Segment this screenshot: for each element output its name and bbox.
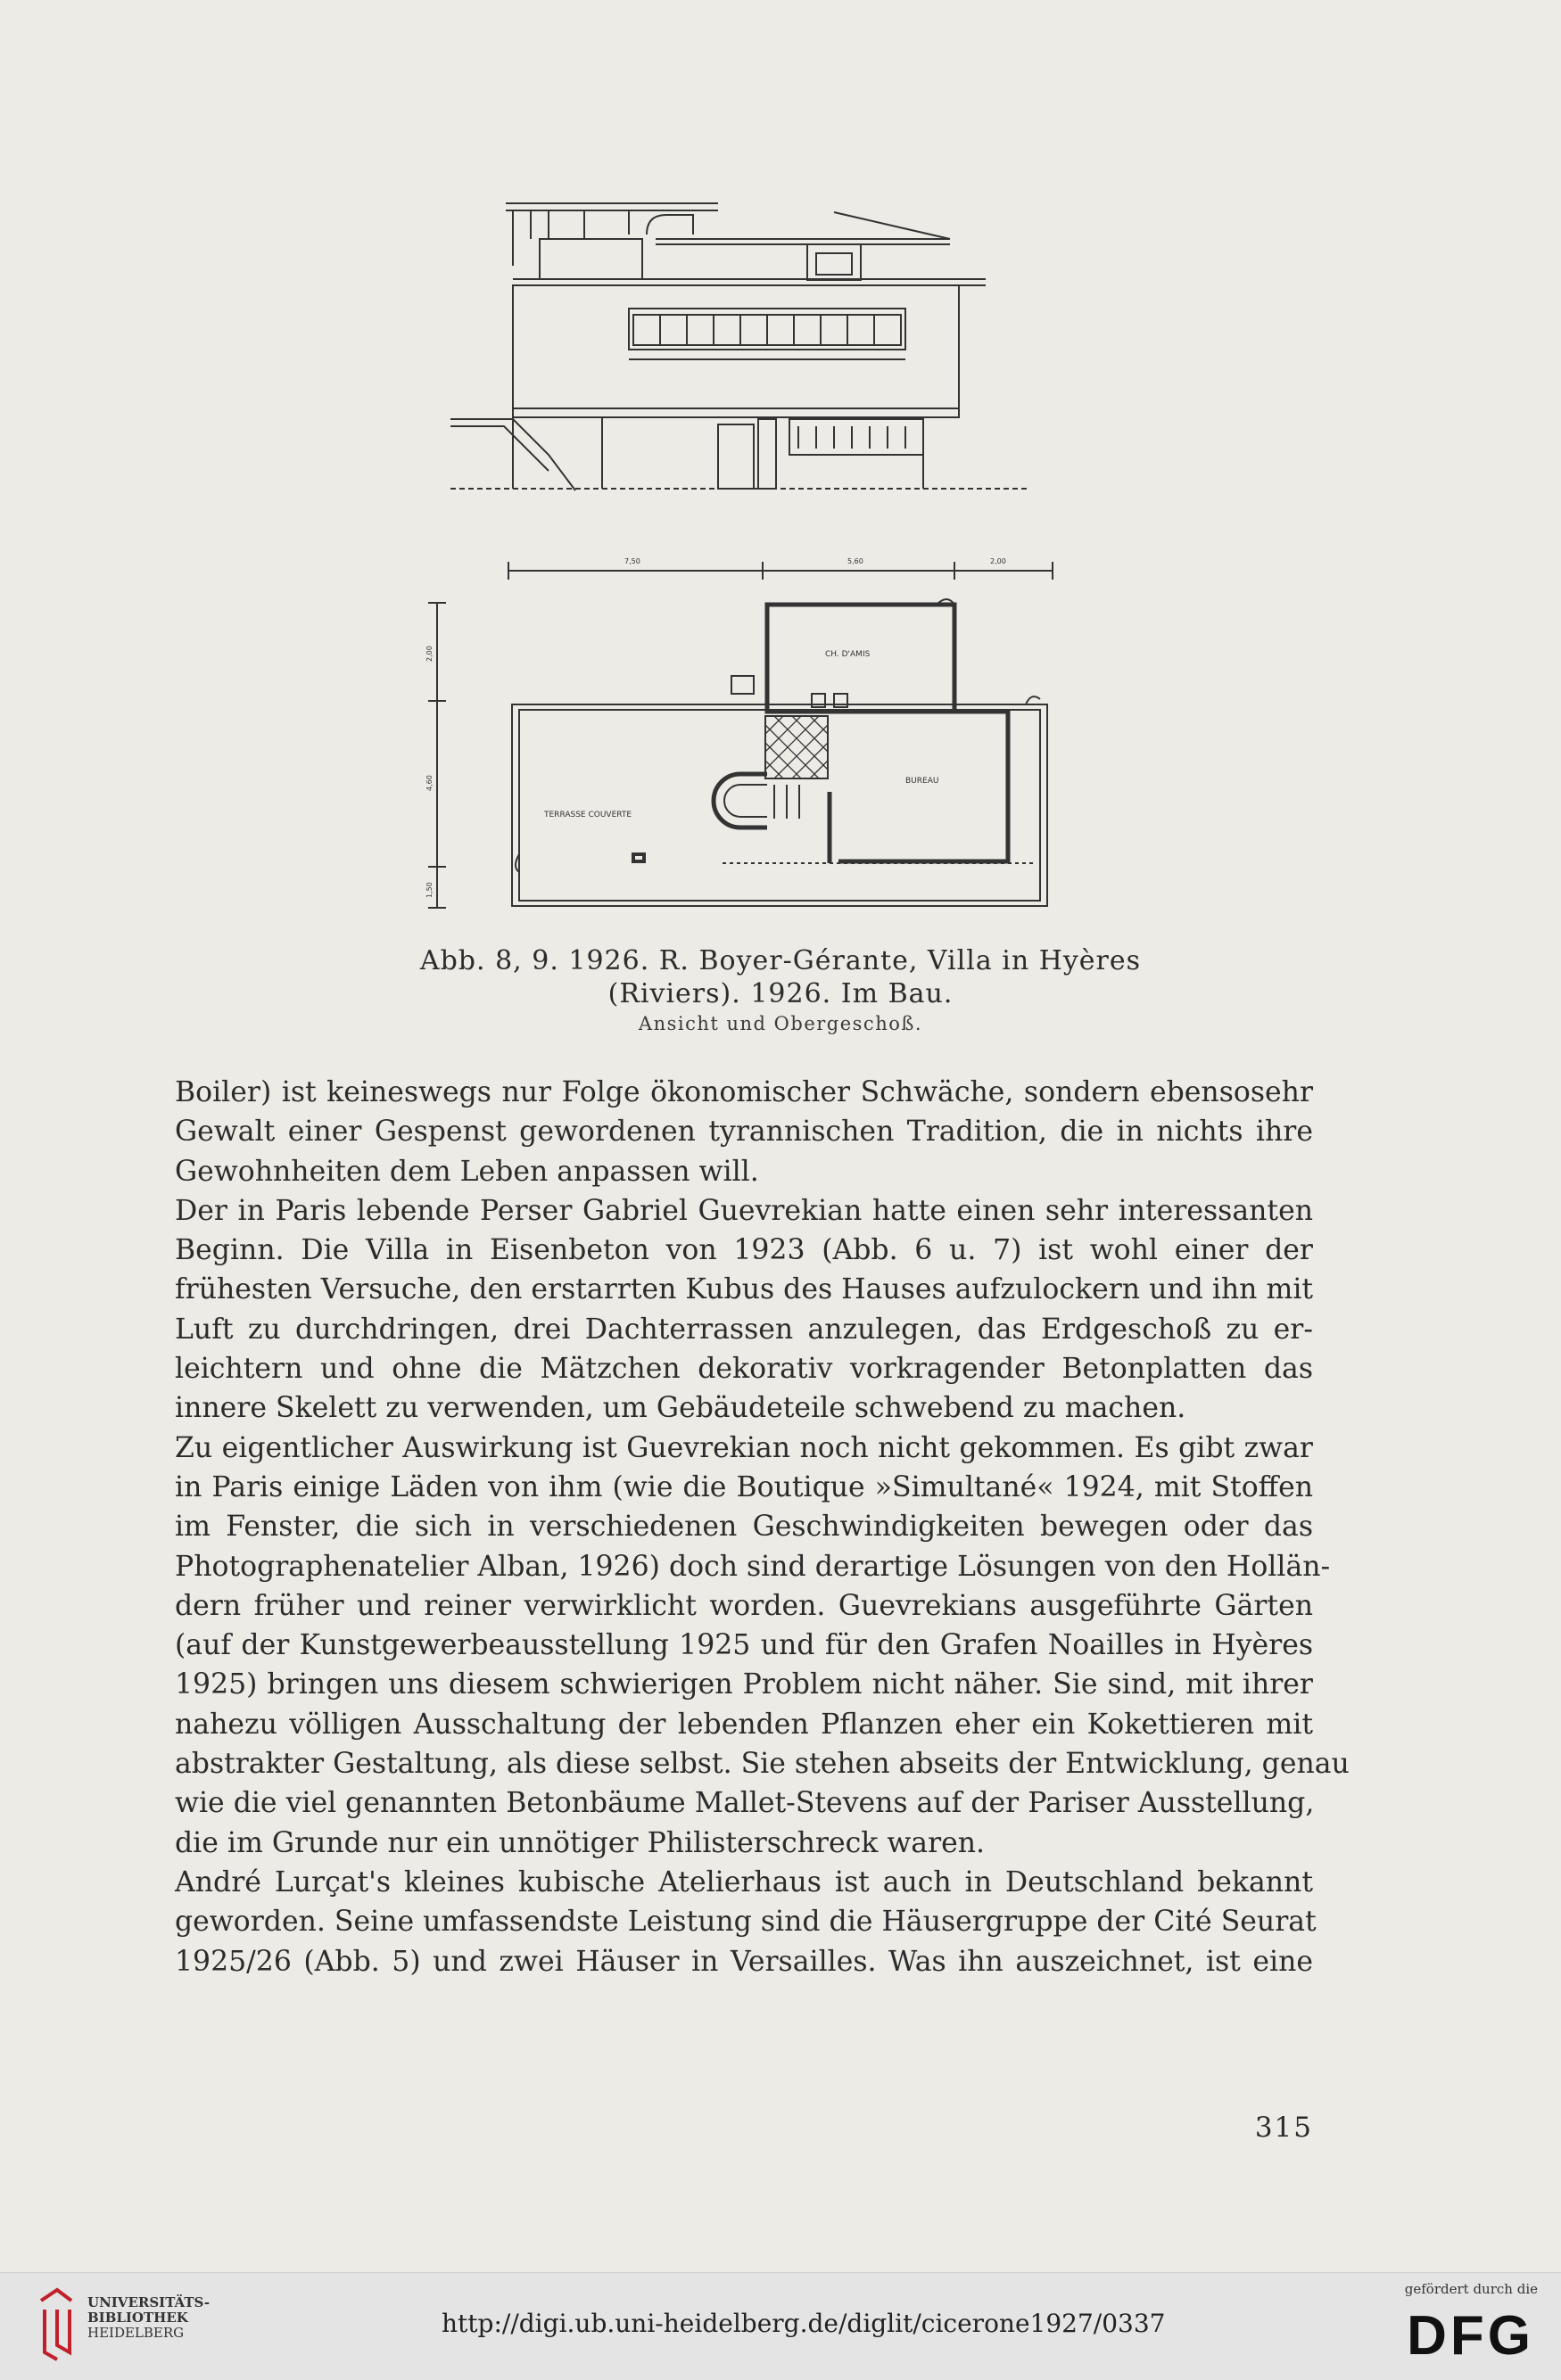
body-text xyxy=(175,1073,1350,1981)
library-name-line-3: HEIDELBERG xyxy=(87,2325,185,2341)
text-line: Beginn. Die Villa in Eisenbeton von 1923 (Abb. 6 u. 7) ist wohl einer der xyxy=(175,1234,1313,1267)
text-line: innere Skelett zu verwenden, um Gebäudeteile schwebend zu machen. xyxy=(175,1392,1186,1425)
vdim-label-3: 1,50 xyxy=(425,882,434,898)
text-line: frühesten Versuche, den erstarrten Kubus des Hauses aufzulockern und ihn mit xyxy=(175,1273,1314,1306)
text-line: geworden. Seine umfassendste Leistung sind die Häusergruppe der Cité Seurat xyxy=(175,1906,1317,1939)
text-line: Gewohnheiten dem Leben anpassen will. xyxy=(175,1155,759,1188)
room-label-terrasse: TERRASSE COUVERTE xyxy=(544,811,632,819)
university-library-logo-icon xyxy=(37,2283,75,2363)
villa-floor-plan-drawing xyxy=(419,551,1061,918)
villa-elevation-drawing xyxy=(450,185,1030,498)
permalink-url[interactable]: http://digi.ub.uni-heidelberg.de/diglit/cicerone1927/0337 xyxy=(442,2309,1166,2338)
text-line: Boiler) ist keineswegs nur Folge ökonomischer Schwäche, sondern ebensosehr xyxy=(175,1076,1313,1108)
text-line: die im Grunde nur ein unnötiger Philisterschreck waren. xyxy=(175,1826,986,1859)
text-line: nahezu völligen Ausschaltung der lebenden Pflanzen eher ein Kokettieren mit xyxy=(175,1708,1313,1741)
figure-caption-line-1: Abb. 8, 9. 1926. R. Boyer-Gérante, Villa in Hyères xyxy=(419,945,1142,976)
text-line: wie die viel genannten Betonbäume Mallet-Stevens auf der Pariser Ausstellung, xyxy=(175,1787,1315,1820)
text-line: im Fenster, die sich in verschiedenen Geschwindigkeiten bewegen oder das xyxy=(175,1511,1313,1544)
text-line: abstrakter Gestaltung, als diese selbst. Sie stehen abseits der Entwicklung, genau xyxy=(175,1748,1350,1781)
text-line: Luft zu durchdringen, drei Dachterrassen anzulegen, das Erdgeschoß zu er- xyxy=(175,1313,1313,1346)
sponsor-label: gefördert durch die xyxy=(1404,2281,1538,2297)
figure-caption-line-3: Ansicht und Obergeschoß. xyxy=(638,1013,923,1034)
page-number: 315 xyxy=(1254,2112,1313,2144)
text-line: Zu eigentlicher Auswirkung ist Guevrekian noch nicht gekommen. Es gibt zwar xyxy=(175,1431,1313,1464)
library-name-line-2: BIBLIOTHEK xyxy=(87,2310,188,2326)
text-line: (auf der Kunstgewerbeausstellung 1925 und für den Grafen Noailles in Hyères xyxy=(175,1629,1313,1662)
room-label-ch-amis: CH. D'AMIS xyxy=(825,650,871,659)
text-line: 1925/26 (Abb. 5) und zwei Häuser in Versailles. Was ihn auszeichnet, ist eine xyxy=(175,1945,1313,1978)
dim-label-2: 5,60 xyxy=(847,557,863,565)
text-line: Photographenatelier Alban, 1926) doch sind derartige Lösungen von den Hollän- xyxy=(175,1550,1331,1583)
text-line: Gewalt einer Gespenst gewordenen tyrannischen Tradition, die in nichts ihre xyxy=(175,1116,1313,1149)
dim-label-3: 2,00 xyxy=(990,557,1006,565)
library-name[interactable] xyxy=(87,2295,210,2341)
dfg-logo[interactable]: DFG xyxy=(1407,2305,1534,2367)
library-name-line-1: UNIVERSITÄTS- xyxy=(87,2294,211,2310)
room-label-bureau: BUREAU xyxy=(905,777,939,786)
text-line: leichtern und ohne die Mätzchen dekorativ vorkragender Betonplatten das xyxy=(175,1353,1313,1386)
text-line: 1925) bringen uns diesem schwierigen Problem nicht näher. Sie sind, mit ihrer xyxy=(175,1668,1313,1701)
text-line: in Paris einige Läden von ihm (wie die Boutique »Simultané« 1924, mit Stoffen xyxy=(175,1470,1313,1503)
vdim-label-2: 4,60 xyxy=(425,775,434,791)
vdim-label-1: 2,00 xyxy=(425,646,434,662)
figure-caption-line-2: (Riviers). 1926. Im Bau. xyxy=(607,978,954,1009)
dim-label-1: 7,50 xyxy=(624,557,640,565)
text-line: André Lurçat's kleines kubische Atelierhaus ist auch in Deutschland bekannt xyxy=(175,1865,1313,1898)
text-line: dern früher und reiner verwirklicht worden. Guevrekians ausgeführte Gärten xyxy=(175,1589,1313,1622)
text-line: Der in Paris lebende Perser Gabriel Guevrekian hatte einen sehr interessanten xyxy=(175,1194,1313,1227)
